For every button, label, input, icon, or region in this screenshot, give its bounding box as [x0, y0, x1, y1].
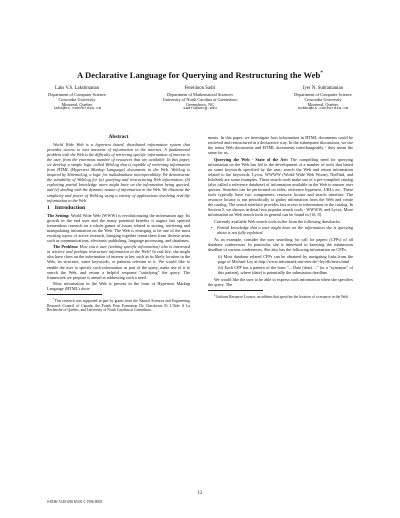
author-2: [145, 86, 255, 112]
section-number: 1: [47, 204, 50, 211]
intro-paragraph-html: Most information in the Web is present in the form of Hypertext Markup Language (HTML) docu-: [47, 281, 190, 292]
paragraph-text: The compelling need for querying information on the Web has led to the development of a number of tools that based on some keywords specified by the user, search the Web and return information related to the keywords. Lycos, WWWW (World Wide Web Worm), NetFind, and InfoSeek are some examples. These search tools make use of a pre-compiled catalog (also called a reference database) of information available in the Web to answer user queries. Searches can be performed on titles, reference hypertext, URLs etc. These tools typically have two components: resource locator and search interface. The resource locator is run periodically to gather information from the Web and create the catalog. The search interface provides fast access to information in the catalog. In Section 5, we discuss in detail two popular search tools - WWWW, and Lycos. More information on Web search tools in general can be found in [16, 8].: [208, 156, 353, 218]
title-text: A Declarative Language for Querying and Restructuring the Web: [77, 70, 321, 80]
author-inst: Concordia University: [58, 97, 96, 103]
author-1: [22, 86, 132, 112]
author-inst: Concordia University: [304, 97, 342, 103]
footnote-rule: [47, 294, 102, 295]
footnote-url: [208, 293, 353, 300]
author-name: Laks V.S. Lakshmanan: [54, 86, 100, 91]
author-block: [22, 86, 378, 112]
paragraph-continued: ments. In this paper, we investigate how information in HTML documents could be retrieved and restructured in a declarative way. In the subsequent discussions, we use the terms Web documents and HTML documents interchangeably - they mean the same for us.: [208, 135, 353, 156]
right-column: [208, 135, 353, 300]
paragraph-drawbacks: Currently available Web search tools suffer from the following drawbacks.: [214, 218, 341, 224]
paragraph-text: In real life, she might also have clues on the information of interest to her, such as its likely location in the Web, its structure, some keywords, or patterns relevant to it. We would like to enable the user to specify such information as part of the query, make use of it to search the Web, and return a helpful response "satisfying" the query. The framework we propose is aimed at addressing such a need.: [47, 249, 191, 280]
cfp-info-item: (i) Most database related CFPs can be obtained by navigating links from the page of Michael Ley at http://www.informatik.uni-trier.de/~ley/db/news.html: [218, 253, 353, 264]
page-number: 12: [197, 491, 203, 496]
author-3: [268, 86, 378, 112]
problem-question: How can a user (seeking specific information) who is interested in retrieve and perhaps restructure information in the Web?: [47, 244, 190, 255]
paragraph-state-of-art: [208, 157, 353, 218]
runin-heading: The Setting:: [47, 212, 70, 218]
copyright-line: 0-8186-7240-4/96 $5.00 © 1996 IEEE: [47, 500, 103, 504]
paragraph-express: We would like the user to be able to express such information when she specifies the query. The: [208, 276, 353, 287]
cfp-info-list: [218, 254, 353, 275]
author-email: sadri@uncg.edu: [183, 107, 217, 112]
intro-paragraph-problem: [47, 244, 190, 279]
footnote-rule: [208, 290, 263, 291]
drawback-list: [208, 225, 353, 235]
author-city: Montreal, Quebec: [61, 102, 93, 108]
footnote-funding: [47, 297, 190, 312]
author-city: Montreal, Quebec: [307, 102, 339, 108]
author-email: subbu@cs.concordia.ca: [297, 107, 349, 112]
paragraph-example: As an example, consider the user searching for call for papers (CFPs) of all database conferences. In particular, she is interested in knowing the submission deadline of various conferences. She also has the following information on CFPs:: [208, 237, 353, 253]
author-dept: Department of Computer Science: [294, 92, 352, 98]
section-heading-introduction: [47, 206, 190, 211]
left-column: [47, 135, 190, 313]
author-name: Fereidoon Sadri: [184, 86, 216, 91]
cfp-info-item: (ii) Each CFP has a pattern of the form "... Date (date) ..." (or a "synonym" of this pattern), where (date) is potentially the submission deadline.: [218, 264, 353, 275]
runin-heading: The Problem:: [53, 244, 79, 250]
author-inst: University of North Carolina at Greensboro: [162, 97, 238, 103]
author-dept: Department of Mathematical Sciences: [167, 92, 233, 98]
footnote-text: Uniform Resource Locator, an address that specifies the location of a resource in the Web.: [215, 295, 349, 300]
intro-paragraph-setting: [47, 213, 190, 243]
abstract-heading: Abstract: [108, 134, 129, 140]
drawback-item: • Partial knowledge that a user might have on the information she is querying about is not fully exploited.: [217, 225, 353, 235]
author-dept: Department of Computer Science: [48, 92, 106, 98]
author-email: laks@cs.concordia.ca: [52, 107, 101, 112]
footnote-mark: *: [53, 297, 55, 302]
runin-heading: Querying the Web - State of the Art:: [214, 156, 289, 162]
footnote-mark: 1: [214, 292, 216, 297]
footnote-text: This research was supported in part by grants from the Natural Sciences and Engineering Research Council of Canada, the Fonds Pour Formation De Chercheurs Et L'Aide A La Recherche of Quebec, and University of North Carolina at Greensboro.: [47, 299, 190, 313]
author-city: Greensboro, NC: [185, 102, 215, 108]
section-title: Introduction: [54, 204, 86, 211]
abstract-text: World Wide Web is a hypertext based, distributed information system that provides access to vast amounts of information in the internet. A fundamental problem with the Web is the difficulty of retrieving specific information of interest to the user, from the enormous number of resources that are available. In this paper, we develop a simple logic called WebLog that is capable of retrieving information from HTML (Hypertext Markup Language) documents in the Web. WebLog is inspired by SchemaLog, a logic for multidatabase interoperability. We demonstrate the suitability of WebLog for (a) querying and restructuring Web information, (b) exploiting partial knowledge users might have on the information being queried, and (c) dealing with the dynamic nature of information in the Web. We illustrate the simplicity and power of WebLog using a variety of applications involving real-life information in the Web.: [47, 142, 190, 203]
title-footnote-mark: *: [320, 71, 323, 77]
paragraph-text: World Wide Web (WWW) is revolutionizing the information age. Its growth in the end user and the many potential benefits it augurs has spurred tremendous research on a whole gamut of issues related to storing, retrieving and manipulating information on the Web. The Web is emerging to be one of the most exciting topics of active research, bringing together researchers from diverse areas such as communications, electronic publishing, language processing, and databases.: [47, 212, 190, 243]
paper-title: [0, 70, 400, 80]
author-name: Iyer N. Subramanian: [302, 86, 344, 91]
